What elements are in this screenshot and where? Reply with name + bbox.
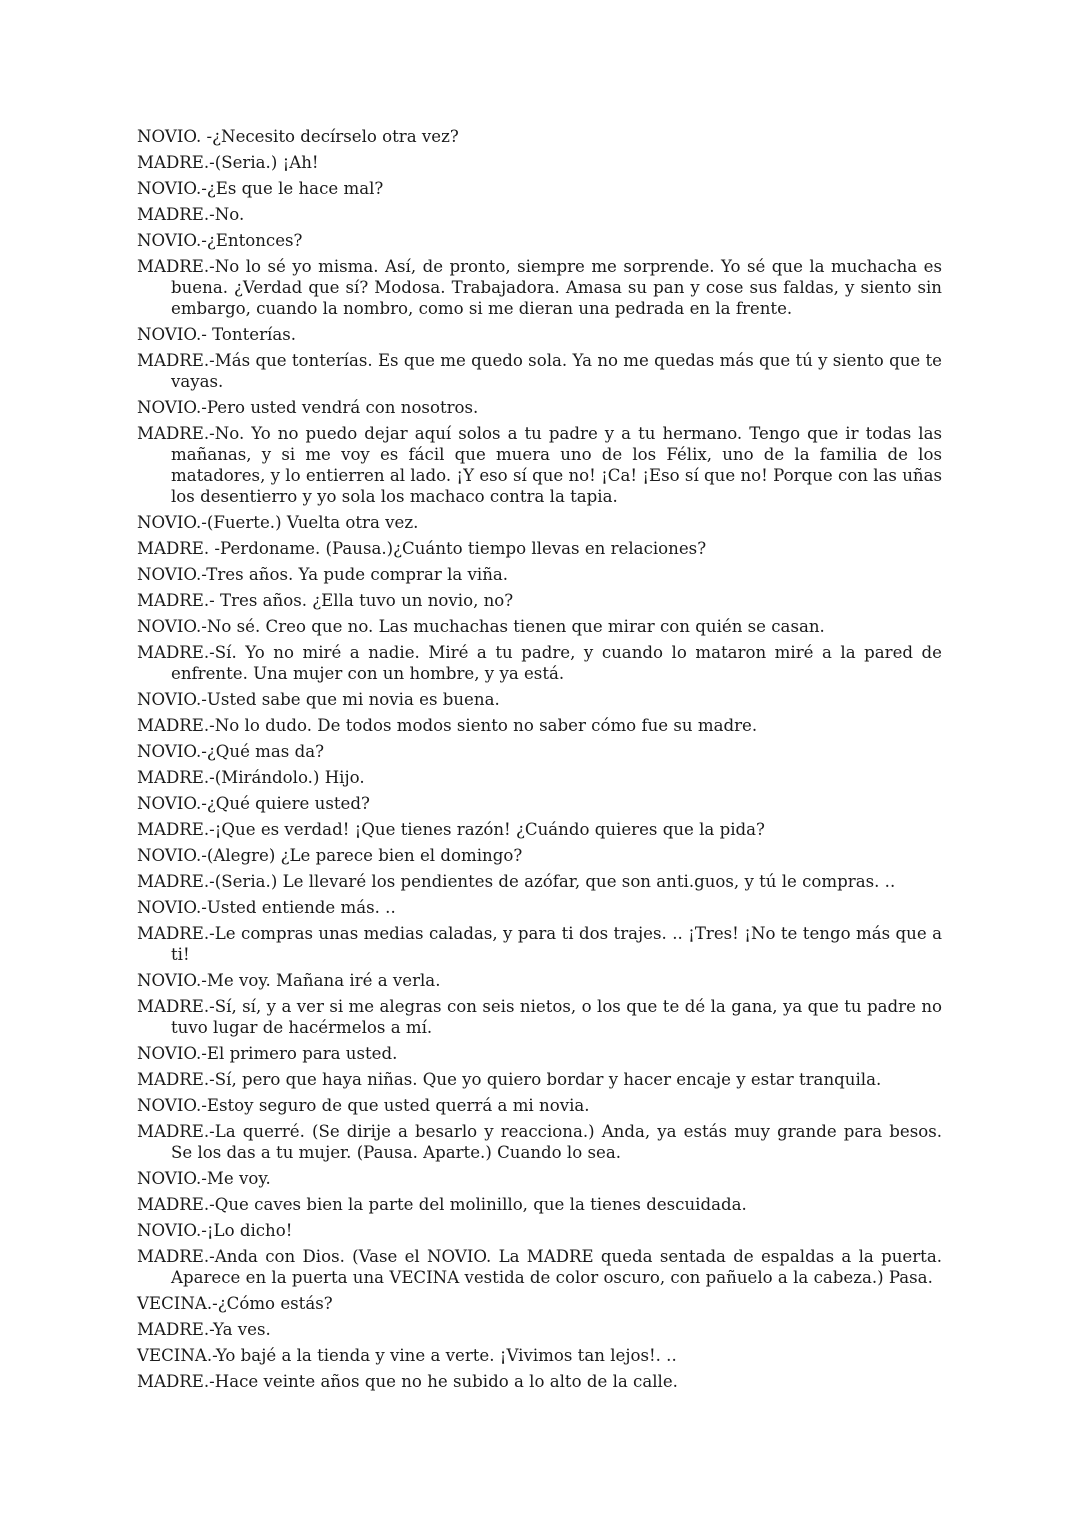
dialogue-line: NOVIO.-¿Es que le hace mal?: [137, 179, 384, 198]
dialogue-line: MADRE.-No.: [137, 205, 245, 224]
dialogue-line: NOVIO.-¿Qué mas da?: [137, 742, 324, 761]
dialogue-line: MADRE.-(Seria.) Le llevaré los pendientes de azófar, que son anti.guos, y tú le compras. ..: [137, 872, 896, 891]
dialogue-line: MADRE.-Anda con Dios. (Vase el NOVIO. La MADRE queda sentada de espaldas a la puerta. Aparece en la puerta una VECINA vestida de color oscuro, con pañuelo a la cabeza.) Pasa.: [137, 1247, 942, 1287]
dialogue-line: NOVIO.-(Fuerte.) Vuelta otra vez.: [137, 513, 419, 532]
dialogue-line: VECINA.-Yo bajé a la tienda y vine a verte. ¡Vivimos tan lejos!. ..: [137, 1346, 677, 1365]
dialogue-line: NOVIO.-Usted sabe que mi novia es buena.: [137, 690, 500, 709]
dialogue-line: MADRE.-Sí. Yo no miré a nadie. Miré a tu padre, y cuando lo mataron miré a la pared de enfrente. Una mujer con un hombre, y ya está.: [137, 643, 942, 683]
dialogue-line: MADRE.-No lo dudo. De todos modos siento no saber cómo fue su madre.: [137, 716, 758, 735]
dialogue-line: MADRE.- Tres años. ¿Ella tuvo un novio, no?: [137, 591, 514, 610]
dialogue-line: MADRE.-Le compras unas medias caladas, y para ti dos trajes. .. ¡Tres! ¡No te tengo más que a ti!: [137, 924, 942, 964]
dialogue-line: MADRE.-Que caves bien la parte del molinillo, que la tienes descuidada.: [137, 1195, 747, 1214]
dialogue-line: MADRE.-Sí, sí, y a ver si me alegras con seis nietos, o los que te dé la gana, ya que tu padre no tuvo lugar de hacérmelos a mí.: [137, 997, 942, 1037]
document-page: [137, 126, 942, 1397]
dialogue-line: MADRE.-Más que tonterías. Es que me quedo sola. Ya no me quedas más que tú y siento que te vayas.: [137, 351, 942, 391]
dialogue-line: NOVIO.-Usted entiende más. ..: [137, 898, 396, 917]
dialogue-line: NOVIO.-Pero usted vendrá con nosotros.: [137, 398, 479, 417]
dialogue-line: MADRE.-No. Yo no puedo dejar aquí solos a tu padre y a tu hermano. Tengo que ir todas las mañanas, y si me voy es fácil que muera uno de los Félix, uno de la familia de los matadores, y lo entierren al lado. ¡Y eso sí que no! ¡Ca! ¡Eso sí que no! Porque con las uñas los desentierro y yo sola los machaco contra la tapia.: [137, 424, 942, 506]
dialogue-line: NOVIO.-(Alegre) ¿Le parece bien el domingo?: [137, 846, 523, 865]
dialogue-line: NOVIO.-No sé. Creo que no. Las muchachas tienen que mirar con quién se casan.: [137, 617, 825, 636]
dialogue-line: MADRE.-Ya ves.: [137, 1320, 271, 1339]
dialogue-line: NOVIO.-El primero para usted.: [137, 1044, 398, 1063]
dialogue-line: NOVIO.-Me voy. Mañana iré a verla.: [137, 971, 441, 990]
dialogue-line: MADRE.-Hace veinte años que no he subido a lo alto de la calle.: [137, 1372, 678, 1391]
dialogue-line: NOVIO.-¿Entonces?: [137, 231, 303, 250]
dialogue-line: NOVIO.-¿Qué quiere usted?: [137, 794, 370, 813]
dialogue-line: MADRE.-Sí, pero que haya niñas. Que yo quiero bordar y hacer encaje y estar tranquila.: [137, 1070, 882, 1089]
dialogue-line: NOVIO.- Tonterías.: [137, 325, 297, 344]
dialogue-line: MADRE.-(Seria.) ¡Ah!: [137, 153, 319, 172]
dialogue-line: NOVIO.-¡Lo dicho!: [137, 1221, 293, 1240]
dialogue-line: MADRE.-(Mirándolo.) Hijo.: [137, 768, 365, 787]
dialogue-line: MADRE.-La querré. (Se dirije a besarlo y reacciona.) Anda, ya estás muy grande para besos. Se los das a tu mujer. (Pausa. Aparte.) Cuando lo sea.: [137, 1122, 942, 1162]
dialogue-line: NOVIO.-Estoy seguro de que usted querrá a mi novia.: [137, 1096, 590, 1115]
dialogue-line: NOVIO.-Me voy.: [137, 1169, 271, 1188]
dialogue-line: VECINA.-¿Cómo estás?: [137, 1294, 333, 1313]
dialogue-line: MADRE.-¡Que es verdad! ¡Que tienes razón! ¿Cuándo quieres que la pida?: [137, 820, 765, 839]
dialogue-line: NOVIO. -¿Necesito decírselo otra vez?: [137, 127, 459, 146]
dialogue-line: MADRE.-No lo sé yo misma. Así, de pronto, siempre me sorprende. Yo sé que la muchacha es buena. ¿Verdad que sí? Modosa. Trabajadora. Amasa su pan y cose sus faldas, y siento sin embargo, cuando la nombro, como si me dieran una pedrada en la frente.: [137, 257, 942, 318]
dialogue-line: MADRE. -Perdoname. (Pausa.)¿Cuánto tiempo llevas en relaciones?: [137, 539, 707, 558]
dialogue-line: NOVIO.-Tres años. Ya pude comprar la viña.: [137, 565, 509, 584]
